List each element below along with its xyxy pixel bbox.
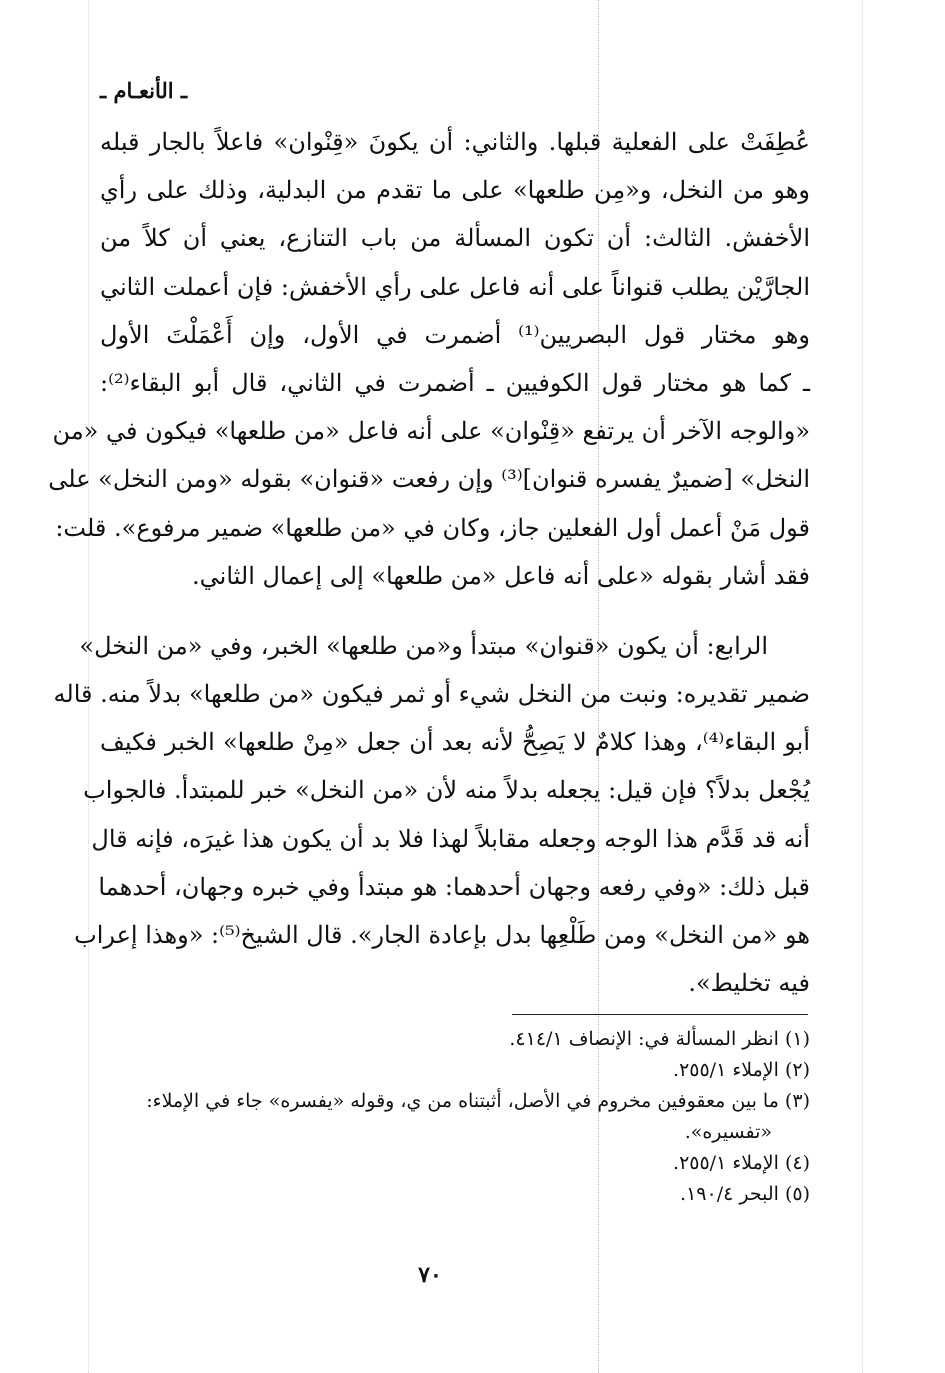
footnote-separator [512, 1014, 808, 1015]
text-line: أبو البقاء⁽⁴⁾، وهذا كلامٌ لا يَصِحُّ لأنه بعد أن جعل «مِنْ طلعها» الخبر فكيف [100, 728, 810, 757]
page-number: ٧٠ [418, 1262, 442, 1288]
paragraph [48, 118, 811, 600]
text-line: الرابع: أن يكون «قنوان» مبتدأ و«من طلعها» الخبر، وفي «من النخل» [79, 631, 768, 660]
main-text [48, 118, 811, 1007]
text-line: الجارَّيْن يطلب قنواناً على أنه فاعل على رأي الأخفش: فإن أعملت الثاني [100, 272, 810, 301]
text-line: عُطِفَتْ على الفعلية قبلها. والثاني: أن يكونَ «قِنْوان» فاعلاً بالجار قبله [100, 128, 810, 156]
text-line: قول مَنْ أعمل أول الفعلين جاز، وكان في «من طلعها» ضمير مرفوع». قلت: [55, 513, 810, 542]
footnote-continuation: «تفسيره». [684, 1121, 772, 1143]
footnotes [100, 1024, 810, 1210]
paragraph-gap [100, 600, 810, 622]
text-line: فيه تخليط». [688, 969, 810, 998]
text-line: وهو من النخل، و«مِن طلعها» على ما تقدم من البدلية، وذلك على رأي [100, 176, 810, 205]
text-line: هو «من النخل» ومن طَلْعِها بدل بإعادة الجار». قال الشيخ⁽⁵⁾: «وهذا إعراب [74, 921, 810, 949]
footnote: (٥) البحر ١٩٠/٤. [680, 1183, 810, 1205]
text-line: ـ كما هو مختار قول الكوفيين ـ أضمرت في الثاني، قال أبو البقاء⁽²⁾: [100, 368, 810, 397]
text-line: الأخفش. الثالث: أن تكون المسألة من باب التنازع، يعني أن كلاً من [100, 224, 811, 253]
paragraph [53, 622, 810, 1008]
footnote: (٢) الإملاء ٢٥٥/١. [673, 1059, 810, 1081]
text-line: قبل ذلك: «وفي رفعه وجهان أحدهما: هو مبتدأ وفي خبره وجهان، أحدهما [98, 872, 810, 901]
footnote: (٤) الإملاء ٢٥٥/١. [673, 1152, 810, 1174]
text-line: «والوجه الآخر أن يرتفع «قِنْوان» على أنه فاعل «من طلعها» فيكون في «من [52, 417, 810, 446]
text-line: وهو مختار قول البصريين⁽¹⁾ أضمرت في الأول، وإن أَعْمَلْتَ الأول [100, 320, 811, 349]
running-header: ـ الأنعـام ـ [100, 78, 188, 103]
text-line: يُجْعل بدلاً؟ فإن قيل: يجعله بدلاً منه لأن «من النخل» خبر للمبتدأ. فالجواب [83, 776, 810, 805]
text-line: فقد أشار بقوله «على أنه فاعل «من طلعها» إلى إعمال الثاني. [192, 561, 810, 590]
text-line: النخل» [ضميرٌ يفسره قنوان]⁽³⁾ وإن رفعت «قنوان» بقوله «ومن النخل» على [48, 465, 810, 494]
text-line: أنه قد قَدَّم هذا الوجه وجعله مقابلاً لهذا فلا بد أن يكون هذا غيرَه، فإنه قال [91, 824, 810, 853]
footnote: (٣) ما بين معقوفين مخروم في الأصل، أثبتناه من ي، وقوله «يفسره» جاء في الإملاء: [146, 1090, 810, 1112]
footnote: (١) انظر المسألة في: الإنصاف ٤١٤/١. [509, 1028, 810, 1050]
text-line: ضمير تقديره: ونبت من النخل شيء أو ثمر فيكون «من طلعها» بدلاً منه. قاله [53, 680, 810, 709]
scan-artifact-line [862, 0, 863, 1373]
